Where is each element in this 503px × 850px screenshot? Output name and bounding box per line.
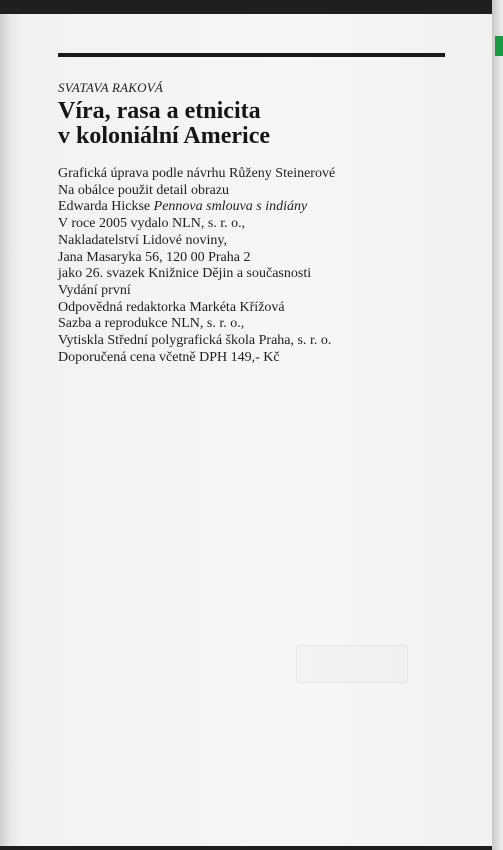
- colophon-line: Na obálce použit detail obrazu: [58, 182, 230, 198]
- colophon-line: jako 26. svazek Knižnice Dějin a současnosti: [58, 266, 312, 282]
- page-edge: [492, 0, 503, 850]
- colophon-line: Odpovědná redaktorka Markéta Křížová: [58, 299, 285, 315]
- faint-stamp-mark: [296, 645, 408, 683]
- colophon-line: V roce 2005 vydalo NLN, s. r. o.,: [58, 216, 246, 232]
- colophon-line: Vytiskla Střední polygrafická škola Praha, s. r. o.: [58, 333, 332, 349]
- author-name: SVATAVA RAKOVÁ: [58, 80, 164, 95]
- colophon-line: Nakladatelství Lidové noviny,: [58, 232, 227, 248]
- colophon-line: Sazba a reprodukce NLN, s. r. o.,: [58, 316, 245, 332]
- colophon-line: Grafická úprava podle návrhu Růženy Steinerové: [58, 166, 336, 181]
- title-line-2: v koloniální Americe: [58, 123, 270, 149]
- colophon-line: [58, 199, 458, 216]
- book-title: [58, 99, 270, 149]
- colophon-line: Doporučená cena včetně DPH 149,- Kč: [58, 349, 280, 365]
- colophon-line: Vydání první: [58, 282, 131, 298]
- colophon-line: Jana Masaryka 56, 120 00 Praha 2: [58, 249, 251, 265]
- painting-title: Pennova smlouva s indiány: [153, 199, 308, 215]
- title-line-1: Víra, rasa a etnicita: [58, 98, 261, 124]
- painter-text: Edwarda Hickse: [58, 199, 154, 215]
- bookmark-tab: [495, 36, 503, 56]
- header-rule: [58, 53, 445, 57]
- colophon: [58, 166, 458, 366]
